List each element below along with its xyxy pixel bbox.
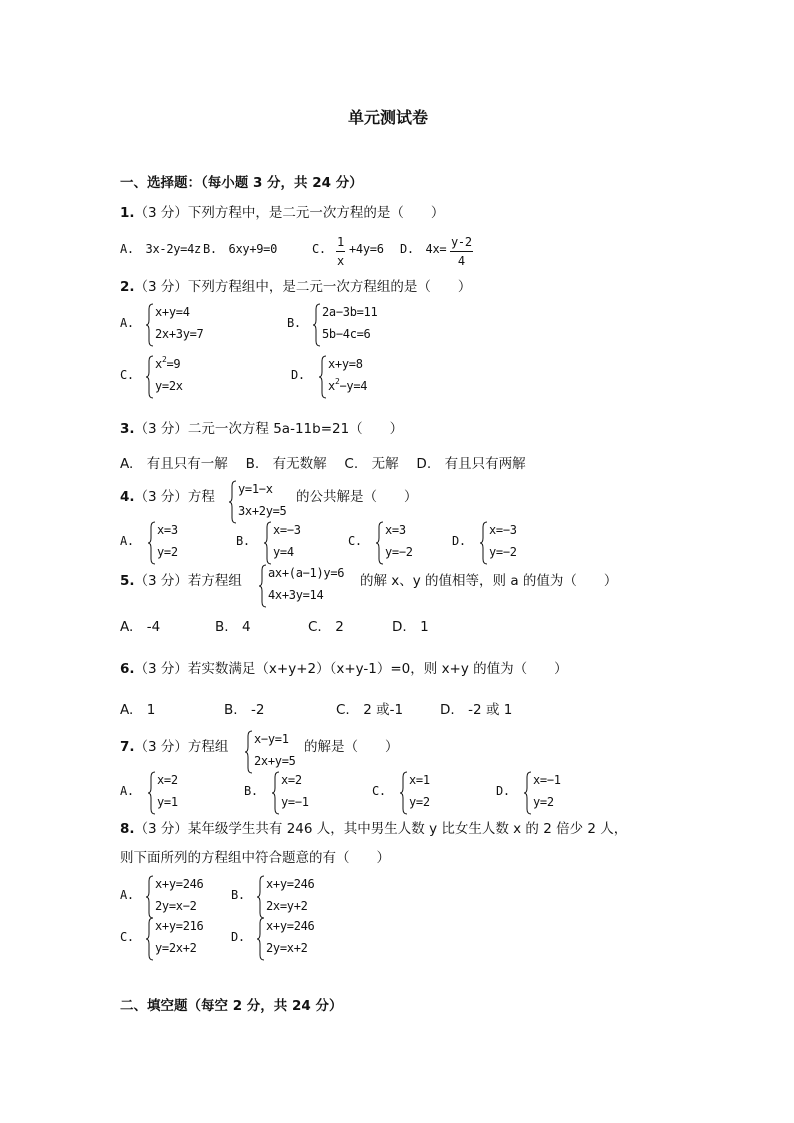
q4-option-d-label: D. (452, 534, 466, 548)
q2-option-c-label: C. (120, 368, 134, 382)
equation-line-1: x=2 (157, 773, 178, 787)
left-brace-icon (228, 480, 237, 524)
question-number: 1. (120, 205, 135, 221)
fraction-denominator: 4 (457, 254, 465, 268)
equation-line-2: y=1 (157, 795, 178, 809)
page-title: 单元测试卷 (348, 108, 429, 127)
equation-line-2: 2y=x−2 (155, 899, 197, 913)
left-brace-icon (375, 521, 384, 565)
equation-line-2: y=4 (273, 545, 294, 559)
q7-option-a-label: A. (120, 784, 134, 798)
q6-option-b: B. -2 (224, 702, 265, 718)
equation-line-1: x=−1 (533, 773, 561, 787)
question-number: 7. (120, 739, 135, 755)
q3-options: A. 有且只有一解 B. 有无数解 C. 无解 D. 有且只有两解 (120, 456, 526, 472)
equation-line-2: 5b−4c=6 (322, 327, 371, 341)
q1-option-c-label: C. (312, 242, 326, 256)
q2-option-d-label: D. (291, 368, 305, 382)
q8-option-d-label: D. (231, 930, 245, 944)
equation-line-2: 3x+2y=5 (238, 504, 287, 518)
equation-line-2: y=2x (155, 379, 183, 393)
question-points: （3 分） (134, 573, 188, 589)
question-number: 6. (120, 661, 135, 677)
q1-option-b: B. 6xy+9=0 (203, 242, 278, 256)
question-stem: 下列方程组中，是二元一次方程组的是（ ） (187, 279, 472, 295)
equation-line-1: x=−3 (489, 523, 517, 537)
equation-line-2: 2x=y+2 (266, 899, 308, 913)
equation-line-1: x+y=246 (155, 877, 204, 891)
equation-line-1: x=1 (409, 773, 430, 787)
equation-line-2: 2y=x+2 (266, 941, 308, 955)
q5-option-d: D. 1 (392, 619, 429, 635)
equation-line-2: y=−2 (385, 545, 413, 559)
q4-option-a-label: A. (120, 534, 134, 548)
question-2 (120, 281, 471, 295)
equation-line-1: 2a−3b=11 (322, 305, 378, 319)
left-brace-icon (147, 771, 156, 815)
q5-stem-post: 的解 x、y 的值相等，则 a 的值为（ ） (360, 573, 618, 589)
question-number: 5. (120, 573, 135, 589)
equation-line-2: y=2 (533, 795, 554, 809)
q4-option-c-label: C. (348, 534, 362, 548)
equation-line-2: y=−1 (281, 795, 309, 809)
question-stem: 若实数满足（x+y+2）（x+y-1）=0，则 x+y 的值为（ ） (187, 661, 568, 677)
equation-rest: −y=4 (339, 379, 368, 393)
question-number: 2. (120, 279, 135, 295)
q8-option-b-label: B. (231, 888, 245, 902)
equation-line-1: x+y=4 (155, 305, 190, 319)
question-number: 3. (120, 421, 135, 437)
equation-line-1: y=1−x (238, 482, 273, 496)
question-stem: 二元一次方程 5a-11b=21（ ） (187, 421, 404, 437)
fraction-denominator: x (337, 254, 344, 268)
section-fill-header: 二、填空题（每空 2 分，共 24 分） (120, 998, 343, 1014)
q6-option-a: A. 1 (120, 702, 156, 718)
variable: x (155, 357, 162, 371)
q7-option-b-label: B. (244, 784, 258, 798)
equation-rest: =9 (166, 357, 181, 371)
equation-line-2: 2x+y=5 (254, 754, 296, 768)
left-brace-icon (145, 355, 154, 399)
equation-line-1: x=−3 (273, 523, 301, 537)
question-8 (120, 823, 627, 837)
question-points: （3 分） (134, 821, 188, 837)
left-brace-icon (312, 303, 321, 347)
equation-line-1: x+y=246 (266, 919, 315, 933)
question-1 (120, 207, 444, 221)
q5-option-c: C. 2 (308, 619, 344, 635)
equation-line-1: x+y=246 (266, 877, 315, 891)
left-brace-icon (244, 730, 253, 774)
equation-line-2: 4x+3y=14 (268, 588, 324, 602)
q2-option-b-label: B. (287, 316, 301, 330)
equation-line-2 (328, 379, 367, 393)
fraction-numerator: y-2 (450, 235, 473, 252)
question-stem-pre: 若方程组 (187, 573, 242, 589)
q7-option-d-label: D. (496, 784, 510, 798)
q5-option-b: B. 4 (215, 619, 251, 635)
left-brace-icon (258, 564, 267, 608)
q2-option-a-label: A. (120, 316, 134, 330)
q6-option-c: C. 2 或-1 (336, 702, 404, 718)
q8-option-a-label: A. (120, 888, 134, 902)
equation-line-2: y=−2 (489, 545, 517, 559)
equation-line-2: y=2 (409, 795, 430, 809)
left-brace-icon (479, 521, 488, 565)
equation-line-2: y=2x+2 (155, 941, 197, 955)
q8-stem-line-2: 则下面所列的方程组中符合题意的有（ ） (120, 850, 390, 866)
q4-stem-post: 的公共解是（ ） (296, 489, 418, 505)
left-brace-icon (145, 917, 154, 961)
question-points: （3 分） (134, 489, 188, 505)
question-number: 8. (120, 821, 135, 837)
left-brace-icon (318, 355, 327, 399)
exponent: 2 (161, 355, 167, 364)
equation-line-2: 2x+3y=7 (155, 327, 204, 341)
equation-line-2: y=2 (157, 545, 178, 559)
fraction-numerator: 1 (336, 235, 345, 252)
equation-line-1: ax+(a−1)y=6 (268, 566, 345, 580)
question-number: 4. (120, 489, 135, 505)
q8-option-c-label: C. (120, 930, 134, 944)
left-brace-icon (256, 875, 265, 919)
q7-prefix (120, 741, 228, 755)
equation-line-1: x=3 (385, 523, 406, 537)
left-brace-icon (256, 917, 265, 961)
question-6 (120, 663, 568, 677)
exponent: 2 (334, 377, 340, 386)
q1-option-d-label: D. 4x= (400, 242, 447, 256)
q6-option-d: D. -2 或 1 (440, 702, 513, 718)
equation-line-1: x−y=1 (254, 732, 289, 746)
question-points: （3 分） (134, 661, 188, 677)
question-stem-line-1: 某年级学生共有 246 人，其中男生人数 y 比女生人数 x 的 2 倍少 2 人， (187, 821, 628, 837)
equation-line-1: x+y=216 (155, 919, 204, 933)
q1-option-a: A. 3x-2y=4z (120, 242, 201, 256)
q5-prefix (120, 575, 242, 589)
q4-option-b-label: B. (236, 534, 250, 548)
left-brace-icon (523, 771, 532, 815)
question-points: （3 分） (134, 279, 188, 295)
left-brace-icon (145, 303, 154, 347)
q5-option-a: A. -4 (120, 619, 161, 635)
q4-prefix (120, 491, 215, 505)
question-stem-pre: 方程 (187, 489, 215, 505)
equation-line-1: x=3 (157, 523, 178, 537)
left-brace-icon (145, 875, 154, 919)
question-points: （3 分） (134, 205, 188, 221)
question-points: （3 分） (134, 739, 188, 755)
q1-option-c-fraction (336, 235, 345, 268)
question-points: （3 分） (134, 421, 188, 437)
left-brace-icon (263, 521, 272, 565)
question-stem: 下列方程中，是二元一次方程的是（ ） (187, 205, 445, 221)
question-3 (120, 423, 403, 437)
variable: x (328, 379, 335, 393)
left-brace-icon (399, 771, 408, 815)
left-brace-icon (147, 521, 156, 565)
q1-option-c-rest: +4y=6 (349, 242, 384, 256)
equation-line-1: x+y=8 (328, 357, 363, 371)
question-stem-pre: 方程组 (187, 739, 229, 755)
section-choice-header: 一、选择题：（每小题 3 分，共 24 分） (120, 175, 363, 191)
q1-option-d-fraction (450, 235, 473, 268)
equation-line-1 (155, 357, 180, 371)
left-brace-icon (271, 771, 280, 815)
q7-stem-post: 的解是（ ） (304, 739, 399, 755)
q7-option-c-label: C. (372, 784, 386, 798)
equation-line-1: x=2 (281, 773, 302, 787)
